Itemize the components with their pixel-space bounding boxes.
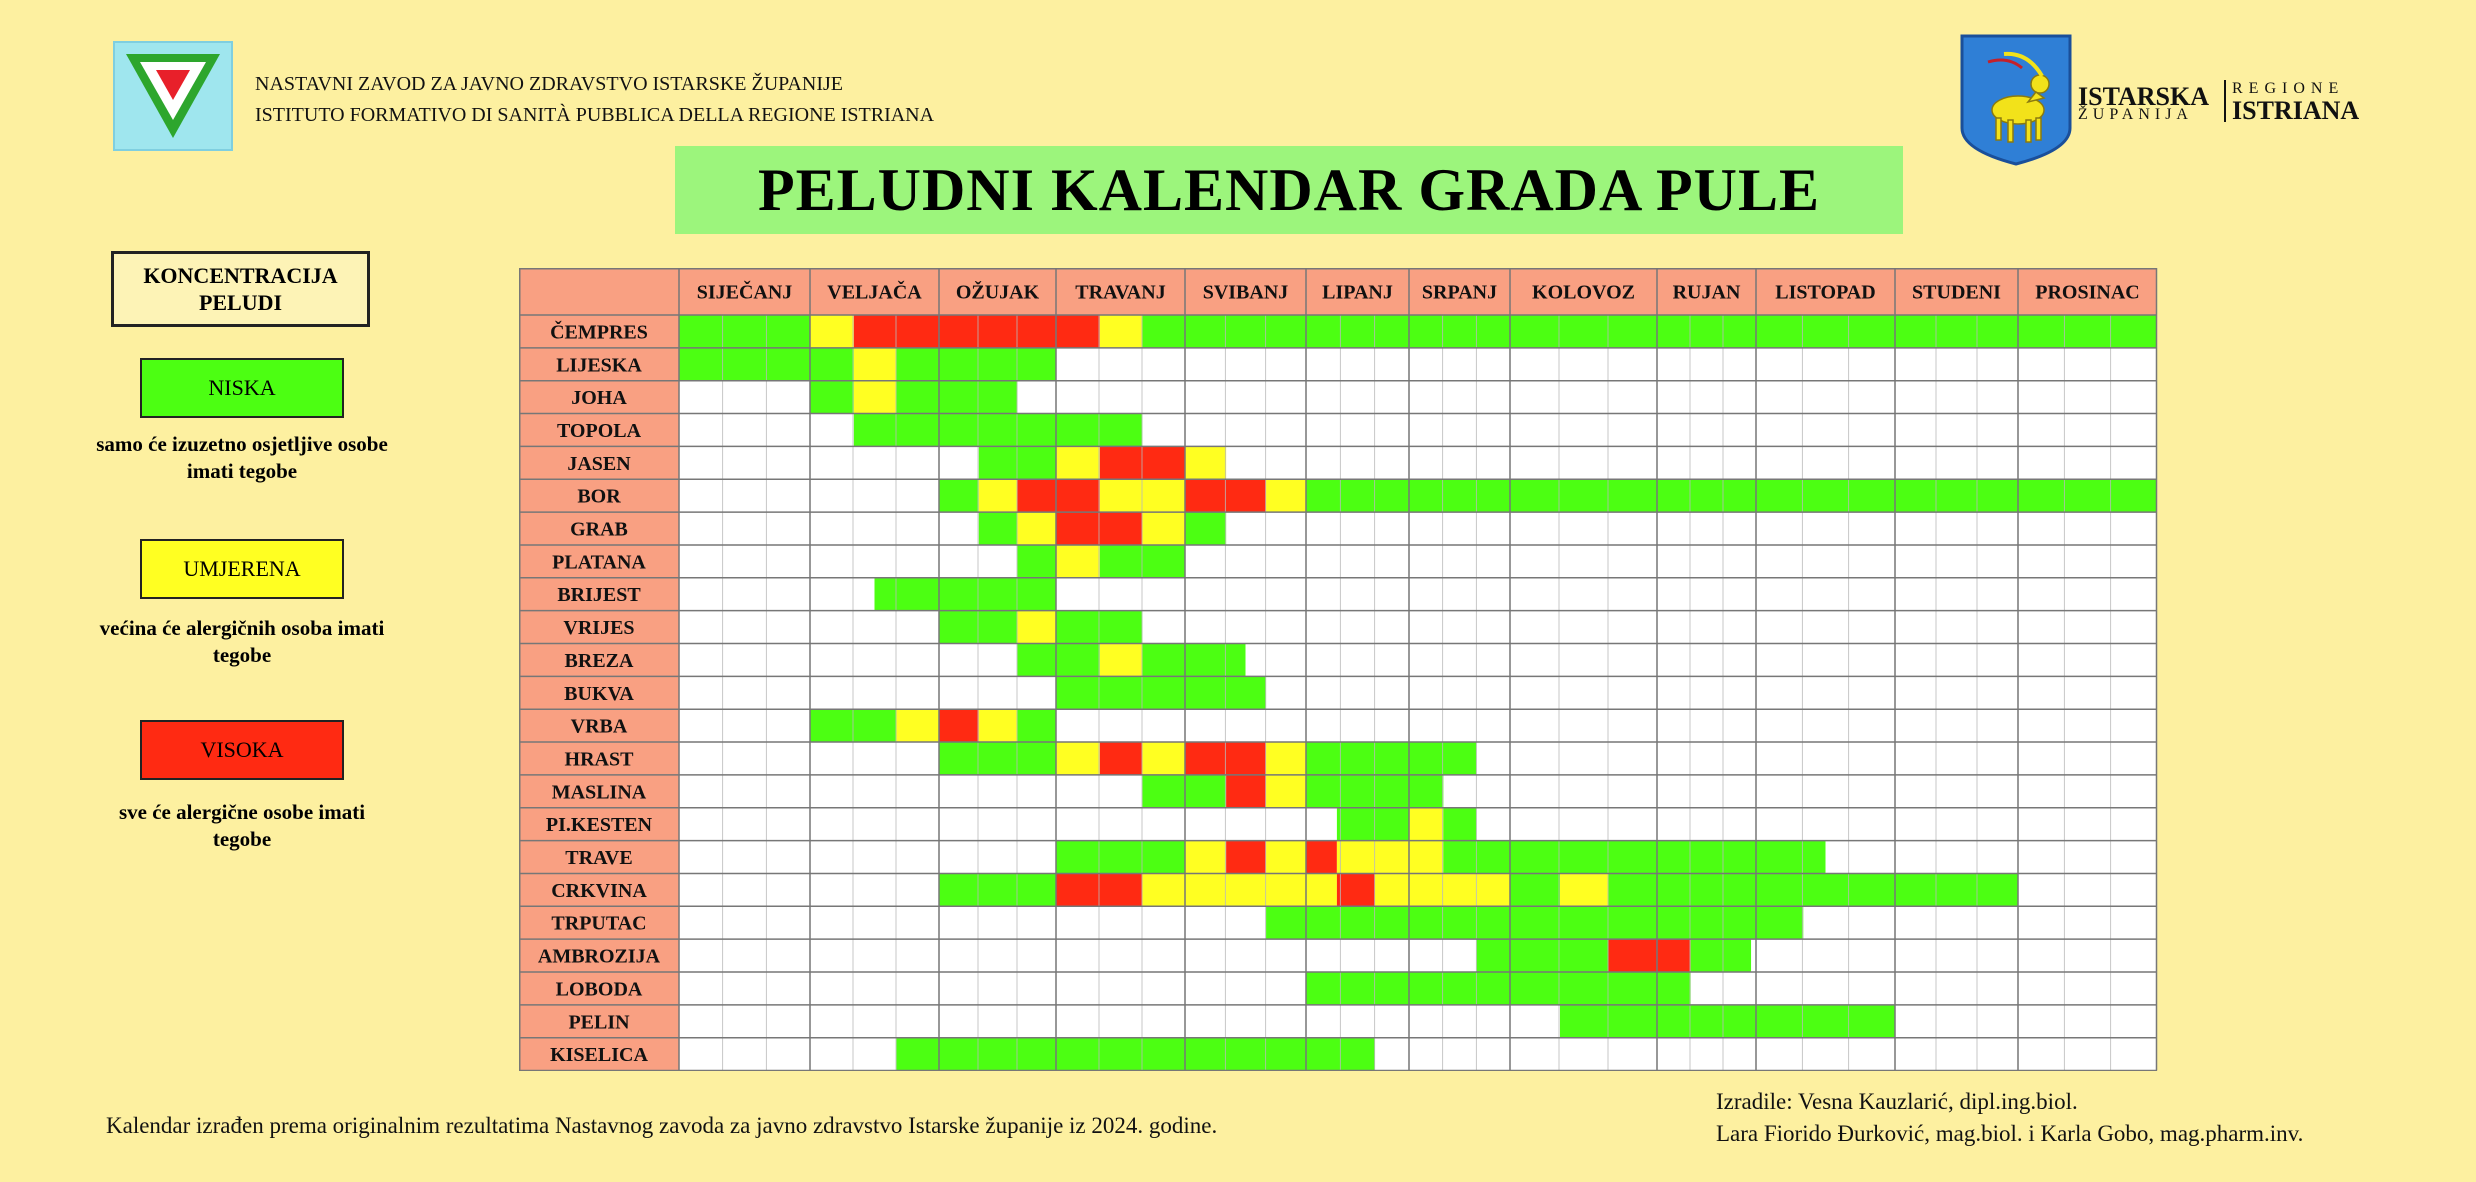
- pollen-cell-low: [1691, 939, 1751, 972]
- pollen-cell-low: [939, 479, 979, 512]
- plant-label: PI.KESTEN: [545, 814, 653, 837]
- month-header: LIPANJ: [1322, 281, 1393, 304]
- pollen-cell-medium: [854, 381, 897, 414]
- pollen-cell-medium: [1375, 873, 1477, 906]
- legend-low-description: samo će izuzetno osjetljive osobe imati tegobe: [96, 432, 388, 483]
- plant-label: BOR: [577, 485, 621, 508]
- pollen-cell-low: [896, 381, 1017, 414]
- plant-label: AMBROZIJA: [537, 945, 661, 968]
- region-divider: [2224, 80, 2226, 122]
- page-title: PELUDNI KALENDAR GRADA PULE: [757, 156, 1821, 223]
- pollen-cell-low: [810, 348, 854, 381]
- plant-label: TRAVE: [565, 847, 633, 870]
- pollen-cell-medium: [1100, 479, 1185, 512]
- plant-label: ČEMPRES: [550, 321, 648, 344]
- pollen-cell-high: [939, 315, 1056, 348]
- pollen-cell-low: [1306, 972, 1691, 1005]
- author-line-2: Lara Fiorido Đurković, mag.biol. i Karla Gobo, mag.pharm.inv.: [1716, 1121, 2304, 1146]
- pollen-cell-low: [1100, 545, 1185, 578]
- region-sub-hr: ŽUPANIJA: [2078, 106, 2193, 123]
- pollen-cell-medium: [1337, 841, 1409, 874]
- pollen-cell-medium: [1017, 611, 1056, 644]
- pollen-cell-high: [1608, 939, 1657, 972]
- pollen-cell-low: [1608, 873, 2018, 906]
- pollen-cell-medium: [979, 709, 1018, 742]
- pollen-cell-medium: [1266, 742, 1306, 775]
- plant-label: GRAB: [570, 518, 628, 541]
- region-name-hr: ISTARSKA: [2078, 82, 2210, 111]
- author-line-1: Izradile: Vesna Kauzlarić, dipl.ing.biol.: [1716, 1089, 2078, 1114]
- pollen-cell-low: [979, 512, 1018, 545]
- plant-label: CRKVINA: [551, 879, 647, 902]
- month-header: RUJAN: [1672, 281, 1741, 304]
- pollen-cell-medium: [1185, 841, 1226, 874]
- pollen-cell-medium: [1100, 644, 1143, 677]
- pollen-cell-medium: [896, 709, 939, 742]
- pollen-cell-medium: [1409, 841, 1443, 874]
- pollen-cell-medium: [1142, 742, 1185, 775]
- pollen-cell-medium: [1477, 873, 1510, 906]
- legend-high-description: sve će alergične osobe imati tegobe: [118, 800, 366, 851]
- pollen-cell-low: [810, 381, 854, 414]
- pollen-cell-high: [1657, 939, 1691, 972]
- month-header: SRPANJ: [1421, 281, 1498, 304]
- pollen-cell-medium: [1142, 873, 1336, 906]
- pollen-cell-low: [1142, 315, 2157, 348]
- legend-heading: KONCENTRACIJA PELUDI: [111, 251, 370, 327]
- pollen-cell-high: [1337, 873, 1375, 906]
- pollen-cell-low: [1477, 939, 1609, 972]
- pollen-cell-medium: [1056, 742, 1100, 775]
- pollen-cell-medium: [1056, 545, 1100, 578]
- pollen-cell-high: [1056, 315, 1100, 348]
- pollen-cell-low: [1142, 644, 1245, 677]
- pollen-cell-low: [1017, 644, 1099, 677]
- pollen-cell-medium: [1100, 315, 1143, 348]
- pollen-cell-low: [679, 348, 810, 381]
- legend-medium-swatch: UMJERENA: [140, 539, 344, 599]
- region-sub-it: REGIONE: [2232, 80, 2345, 97]
- pollen-cell-low: [1510, 873, 1560, 906]
- plant-label: JASEN: [567, 452, 631, 475]
- pollen-cell-high: [854, 315, 939, 348]
- pollen-cell-low: [875, 578, 1057, 611]
- pollen-cell-low: [1056, 676, 1266, 709]
- month-header: SIJEČANJ: [696, 281, 793, 304]
- pollen-cell-high: [1100, 742, 1143, 775]
- pollen-cell-low: [1443, 841, 1825, 874]
- plant-label: LOBODA: [555, 978, 643, 1001]
- pollen-cell-low: [939, 873, 1056, 906]
- pollen-cell-high: [939, 709, 979, 742]
- footer-note: Kalendar izrađen prema originalnim rezultatima Nastavnog zavoda za javno zdravstvo Istarske županije iz 2024. godine.: [106, 1113, 1218, 1138]
- pollen-calendar-grid: [519, 268, 2158, 1071]
- plant-label: VRBA: [570, 715, 628, 738]
- pollen-cell-low: [1185, 512, 1226, 545]
- plant-label: BREZA: [564, 649, 634, 672]
- region-name-it: ISTRIANA: [2232, 96, 2360, 125]
- triangle-logo-icon: [112, 40, 234, 152]
- pollen-cell-medium: [1266, 775, 1306, 808]
- pollen-cell-low: [679, 315, 810, 348]
- plant-label: TOPOLA: [556, 419, 642, 442]
- pollen-cell-medium: [1266, 479, 1306, 512]
- month-header: VELJAČA: [827, 281, 922, 304]
- pollen-cell-low: [1017, 709, 1056, 742]
- plant-label: HRAST: [564, 748, 634, 771]
- title-banner: [675, 146, 1903, 234]
- goat-coat-of-arms-icon: [1958, 32, 2074, 168]
- pollen-cell-high: [1017, 479, 1056, 512]
- plant-label: BUKVA: [564, 682, 634, 705]
- pollen-cell-low: [1306, 742, 1477, 775]
- pollen-cell-medium: [1056, 446, 1100, 479]
- pollen-cell-medium: [810, 315, 854, 348]
- pollen-cell-medium: [1266, 841, 1306, 874]
- pollen-cell-medium: [1142, 512, 1185, 545]
- pollen-cell-medium: [1017, 512, 1056, 545]
- legend-high-swatch: VISOKA: [140, 720, 344, 780]
- legend-low-swatch: NISKA: [140, 358, 344, 418]
- pollen-cell-low: [896, 348, 1056, 381]
- plant-label: BRIJEST: [557, 584, 641, 607]
- month-header: OŽUJAK: [955, 281, 1040, 304]
- pollen-cell-low: [1443, 808, 1476, 841]
- month-header: TRAVANJ: [1075, 281, 1166, 304]
- month-header: LISTOPAD: [1775, 281, 1876, 304]
- plant-label: LIJESKA: [556, 354, 642, 377]
- pollen-cell-low: [1560, 1005, 1895, 1038]
- pollen-cell-low: [1337, 808, 1409, 841]
- pollen-cell-low: [1017, 545, 1056, 578]
- plant-label: MASLINA: [551, 781, 647, 804]
- institute-name-it: ISTITUTO FORMATIVO DI SANITÀ PUBBLICA DELLA REGIONE ISTRIANA: [255, 104, 935, 126]
- institute-name-hr: NASTAVNI ZAVOD ZA JAVNO ZDRAVSTVO ISTARSKE ŽUPANIJE: [255, 73, 843, 95]
- pollen-cell-high: [1100, 446, 1185, 479]
- pollen-cell-high: [1226, 841, 1266, 874]
- pollen-cell-low: [939, 742, 1056, 775]
- month-header: SVIBANJ: [1202, 281, 1289, 304]
- month-header: STUDENI: [1912, 281, 2001, 304]
- pollen-cell-high: [1306, 841, 1337, 874]
- plant-label: PLATANA: [552, 551, 646, 574]
- month-header: KOLOVOZ: [1532, 281, 1635, 304]
- pollen-cell-medium: [1560, 873, 1609, 906]
- pollen-cell-low: [896, 1038, 1375, 1071]
- plant-label: KISELICA: [550, 1044, 648, 1067]
- pollen-cell-low: [1056, 841, 1185, 874]
- pollen-cell-medium: [1409, 808, 1443, 841]
- legend-medium-description: većina će alergičnih osoba imati tegobe: [99, 616, 385, 667]
- pollen-cell-high: [1226, 775, 1266, 808]
- plant-label: PELIN: [568, 1011, 630, 1034]
- pollen-cell-medium: [979, 479, 1018, 512]
- pollen-cell-medium: [1185, 446, 1226, 479]
- plant-label: VRIJES: [563, 617, 635, 640]
- pollen-cell-high: [1056, 479, 1100, 512]
- month-header: PROSINAC: [2035, 281, 2140, 304]
- pollen-cell-medium: [854, 348, 897, 381]
- plant-label: TRPUTAC: [551, 912, 647, 935]
- pollen-cell-low: [1306, 479, 2157, 512]
- plant-label: JOHA: [571, 387, 627, 410]
